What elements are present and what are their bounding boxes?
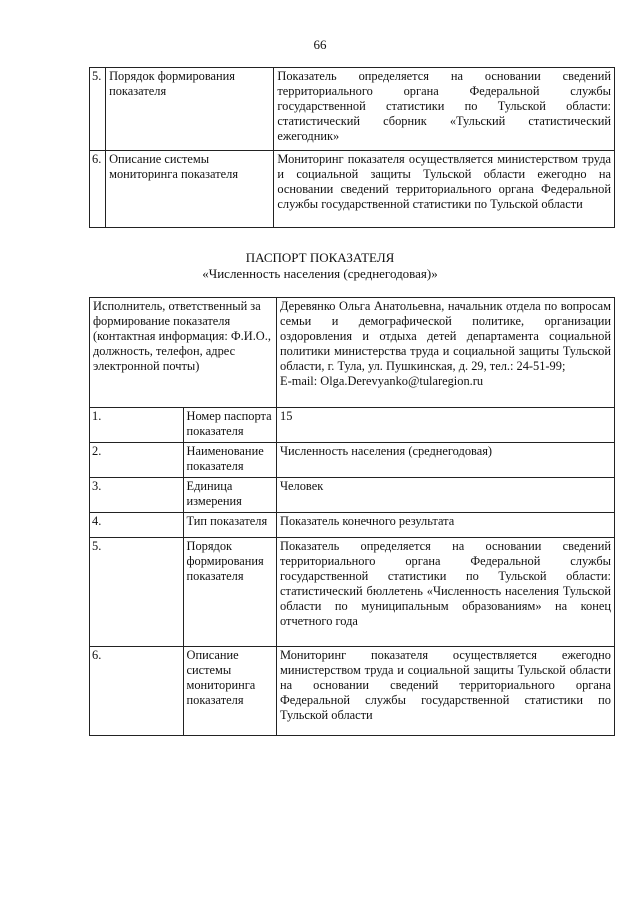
row-label: Порядок формирования показателя: [183, 538, 277, 647]
contact-label: Исполнитель, ответственный за формирование показателя (контактная информация: Ф.И.О., должность, телефон, адрес электронной почты): [90, 298, 277, 408]
table-row: [90, 68, 615, 151]
row-number: 3.: [90, 478, 184, 513]
passport-heading: [0, 250, 640, 282]
passport-subtitle: «Численность населения (среднегодовая)»: [202, 266, 438, 281]
row-value: Численность населения (среднегодовая): [277, 443, 615, 478]
table-row: [90, 151, 615, 228]
row-number: 4.: [90, 513, 184, 538]
passport-title: ПАСПОРТ ПОКАЗАТЕЛЯ: [245, 250, 395, 265]
table-row: [90, 538, 615, 647]
contact-value: [277, 298, 615, 408]
row-label: Номер паспорта показателя: [183, 408, 277, 443]
row-number: 2.: [90, 443, 184, 478]
contact-details: Деревянко Ольга Анатольевна, начальник отдела по вопросам семьи и демографической политике, организации оздоровления и отдыха детей департамента социальной политики министерства труда и социальной защиты Тульской области, г. Тула, ул. Пушкинская, д. 29, тел.: 24-51-99;: [280, 299, 611, 373]
row-label: Наименование показателя: [183, 443, 277, 478]
table-row: [90, 513, 615, 538]
contact-email: E-mail: Olga.Derevyanko@tularegion.ru: [280, 374, 484, 388]
row-value: 15: [277, 408, 615, 443]
row-value: Показатель конечного результата: [277, 513, 615, 538]
row-value: Мониторинг показателя осуществляется ежегодно министерством труда и социальной защиты Тульской области на основании сведений территориального органа Федеральной службы государственной статистики по Тульской области: [277, 647, 615, 736]
indicator-table-continued: [89, 67, 615, 228]
row-value: Показатель определяется на основании сведений территориального органа Федеральной службы государственной статистики по Тульской области: статистический бюллетень «Численность населения Тульской области по муниципальным образованиям» на конец отчетного года: [277, 538, 615, 647]
row-label: Порядок формирования показателя: [106, 68, 274, 151]
table-row: [90, 443, 615, 478]
page-number: 66: [313, 37, 327, 52]
row-value: Мониторинг показателя осуществляется министерством труда и социальной защиты Тульской области ежегодно на основании сведений территориального органа Федеральной службы государственной статистики по Тульской области: [274, 151, 615, 228]
row-number: 5.: [90, 538, 184, 647]
row-label: Тип показателя: [183, 513, 277, 538]
row-label: Описание системы мониторинга показателя: [106, 151, 274, 228]
row-value: Показатель определяется на основании сведений территориального органа Федеральной службы государственной статистики по Тульской области: статистический сборник «Тульский статистический ежегодник»: [274, 68, 615, 151]
row-number: 6.: [90, 647, 184, 736]
row-number: 1.: [90, 408, 184, 443]
row-number: 6.: [90, 151, 106, 228]
contact-row: [90, 298, 615, 408]
row-label: Описание системы мониторинга показателя: [183, 647, 277, 736]
table-row: [90, 408, 615, 443]
table-row: [90, 647, 615, 736]
passport-table: [89, 297, 615, 736]
row-number: 5.: [90, 68, 106, 151]
row-value: Человек: [277, 478, 615, 513]
table-row: [90, 478, 615, 513]
row-label: Единица измерения: [183, 478, 277, 513]
